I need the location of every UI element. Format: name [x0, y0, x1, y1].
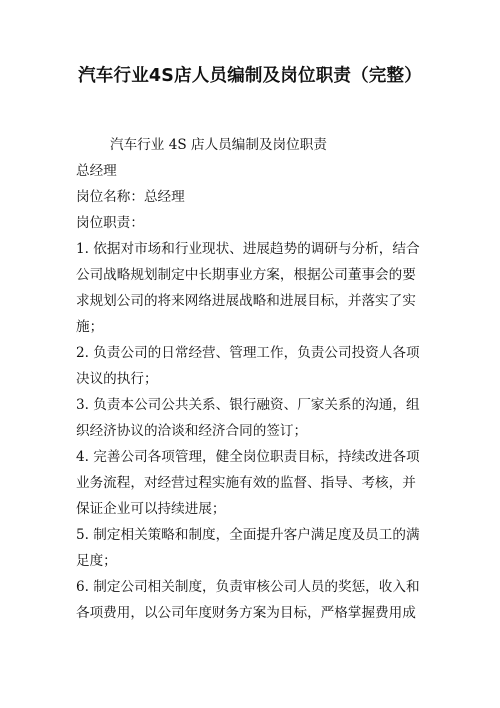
- duty-1-line-2: 公司战略规划制定中长期事业方案，根据公司董事会的要: [76, 267, 416, 283]
- position-name-line: 岗位名称：总经理: [76, 189, 185, 205]
- duty-4-line-1: 4. 完善公司各项管理，健全岗位职责目标，持续改进各项: [76, 449, 420, 465]
- duty-4-line-2: 业务流程，对经营过程实施有效的监督、指导、考核，并: [76, 475, 416, 491]
- duty-3-line-2: 织经济协议的洽谈和经济合同的签订；: [76, 423, 308, 439]
- duty-1-line-1: 1. 依据对市场和行业现状、进展趋势的调研与分析，结合: [76, 241, 420, 257]
- document-title: 汽车行业4S店人员编制及岗位职责（完整）: [78, 66, 422, 86]
- duty-1-line-3: 求规划公司的将来网络进展战略和进展目标，并落实了实: [76, 293, 416, 309]
- document-body: [76, 132, 428, 626]
- duty-5-line-2: 足度；: [76, 553, 117, 569]
- duty-2-line-1: 2. 负责公司的日常经营、管理工作，负责公司投资人各项: [76, 345, 420, 361]
- duty-4-line-3: 保证企业可以持续进展；: [76, 501, 226, 517]
- duty-3-line-1: 3. 负责本公司公共关系、银行融资、厂家关系的沟通，组: [76, 397, 420, 413]
- section-heading-general-manager: 总经理: [76, 163, 117, 179]
- duty-1-line-4: 施；: [76, 319, 104, 335]
- duty-5-line-1: 5. 制定相关策略和制度，全面提升客户满足度及员工的满: [76, 527, 420, 543]
- duty-2-line-2: 决议的执行；: [76, 371, 158, 387]
- duty-6-line-2: 各项费用，以公司年度财务方案为目标，严格掌握费用成: [76, 605, 416, 621]
- document-subtitle: 汽车行业 4S 店人员编制及岗位职责: [110, 137, 327, 153]
- duty-6-line-1: 6. 制定公司相关制度，负责审核公司人员的奖惩，收入和: [76, 579, 420, 595]
- duties-heading: 岗位职责：: [76, 215, 144, 231]
